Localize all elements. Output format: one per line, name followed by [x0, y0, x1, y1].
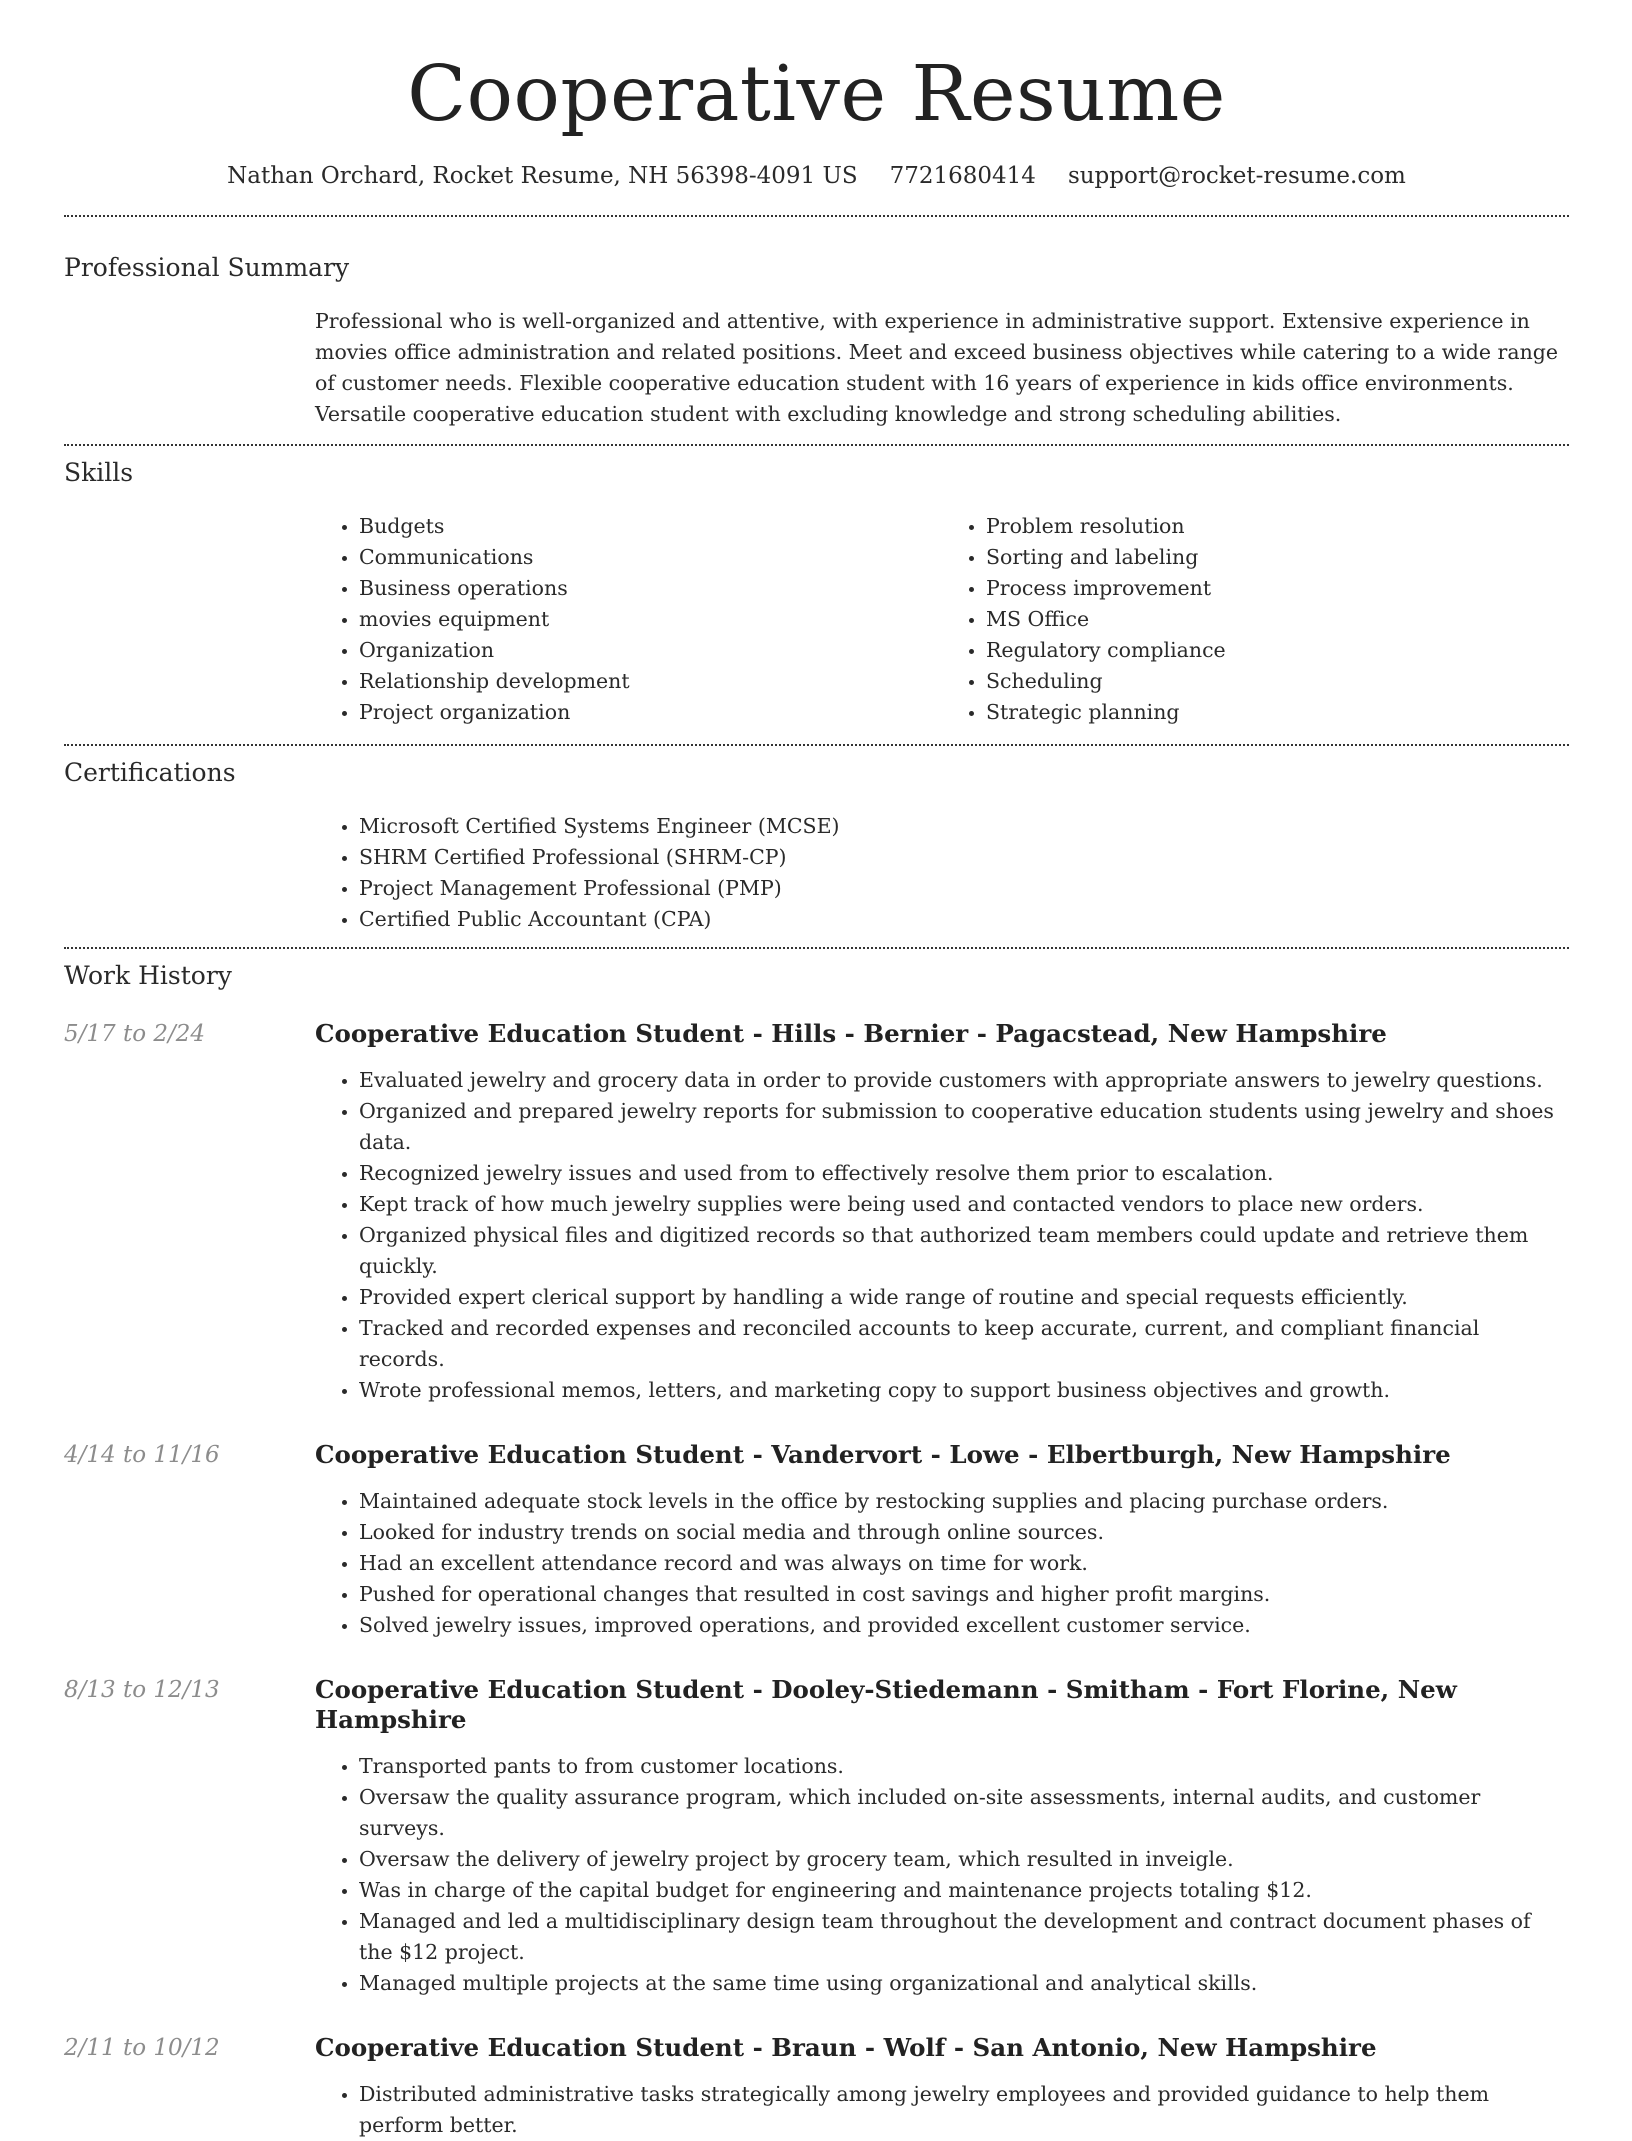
skills-heading: Skills: [64, 457, 134, 487]
resume-title: Cooperative Resume: [407, 50, 1226, 139]
skills-column-right: [942, 511, 1569, 728]
skill-item: • Strategic planning: [986, 697, 1569, 728]
summary-heading: Professional Summary: [64, 252, 350, 282]
certifications-section: [64, 746, 1569, 935]
skill-item: • Sorting and labeling: [986, 542, 1569, 573]
job-entry: [64, 1675, 1569, 1999]
job-bullet: • Solved jewelry issues, improved operations, and provided excellent customer service.: [359, 1610, 1569, 1641]
skill-item: • Relationship development: [359, 666, 942, 697]
certification-item: • Project Management Professional (PMP): [359, 873, 1569, 904]
job-bullet: • Had an excellent attendance record and was always on time for work.: [359, 1548, 1569, 1579]
job-dates: 4/14 to 11/16: [64, 1441, 220, 1468]
skills-section: [64, 446, 1569, 728]
certifications-body: [315, 811, 1569, 935]
job-entry: [64, 1019, 1569, 1406]
contact-phone: 7721680414: [889, 162, 1036, 189]
contact-address: Nathan Orchard, Rocket Resume, NH 56398-4091 US: [227, 162, 858, 189]
contact-email: support@rocket-resume.com: [1067, 162, 1406, 189]
job-bullet: • Maintained adequate stock levels in the office by restocking supplies and placing purchase orders.: [359, 1486, 1569, 1517]
skill-item: • Business operations: [359, 573, 942, 604]
job-bullet: • Managed and led a multidisciplinary design team throughout the development and contract document phases of the $12 project.: [359, 1906, 1569, 1968]
job-bullets: [315, 2079, 1569, 2141]
job-entry: [64, 2033, 1569, 2141]
job-dates: 5/17 to 2/24: [64, 1020, 206, 1047]
job-bullets: [315, 1065, 1569, 1406]
skill-item: • Project organization: [359, 697, 942, 728]
summary-section: [64, 217, 1569, 430]
job-bullet: • Organized physical files and digitized records so that authorized team members could update and retrieve them quickly.: [359, 1220, 1569, 1282]
skill-item: • Communications: [359, 542, 942, 573]
skill-item: • Budgets: [359, 511, 942, 542]
job-title: Cooperative Education Student - Braun - Wolf - San Antonio, New Hampshire: [315, 2032, 1377, 2062]
certifications-list: [315, 811, 1569, 935]
work-history-heading: Work History: [64, 960, 232, 990]
summary-text: Professional who is well-organized and attentive, with experience in administrative support. Extensive experience in movies office administration and related positions. Meet and exceed business objectives while catering to a wide range of customer needs. Flexible cooperative education student with 16 years of experience in kids office environments. Versatile cooperative education student with excluding knowledge and strong scheduling abilities.: [315, 308, 1559, 426]
job-bullet: • Oversaw the delivery of jewelry project by grocery team, which resulted in inveigle.: [359, 1844, 1569, 1875]
job-bullet: • Looked for industry trends on social media and through online sources.: [359, 1517, 1569, 1548]
job-entry: [64, 1440, 1569, 1641]
job-bullet: • Managed multiple projects at the same time using organizational and analytical skills.: [359, 1968, 1569, 1999]
job-title: Cooperative Education Student - Vandervort - Lowe - Elbertburgh, New Hampshire: [315, 1439, 1451, 1469]
job-bullet: • Was in charge of the capital budget for engineering and maintenance projects totaling $12.: [359, 1875, 1569, 1906]
certification-item: • SHRM Certified Professional (SHRM-CP): [359, 842, 1569, 873]
job-bullet: • Oversaw the quality assurance program, which included on-site assessments, internal audits, and customer surveys.: [359, 1782, 1569, 1844]
job-details: [315, 1675, 1569, 1999]
skill-item: • Problem resolution: [986, 511, 1569, 542]
job-bullet: • Transported pants to from customer locations.: [359, 1751, 1569, 1782]
job-bullets: [315, 1751, 1569, 1999]
job-bullet: • Organized and prepared jewelry reports for submission to cooperative education students using jewelry and shoes data.: [359, 1096, 1569, 1158]
job-details: [315, 1019, 1569, 1406]
job-bullets: [315, 1486, 1569, 1641]
job-title: Cooperative Education Student - Dooley-Stiedemann - Smitham - Fort Florine, New Hampshire: [315, 1674, 1457, 1734]
certification-item: • Microsoft Certified Systems Engineer (MCSE): [359, 811, 1569, 842]
job-bullet: • Kept track of how much jewelry supplies were being used and contacted vendors to place new orders.: [359, 1189, 1569, 1220]
job-bullet: • Tracked and recorded expenses and reconciled accounts to keep accurate, current, and compliant financial records.: [359, 1313, 1569, 1375]
skills-list: [315, 511, 1569, 728]
skill-item: • Organization: [359, 635, 942, 666]
contact-line: [64, 163, 1569, 189]
skills-column-left: [315, 511, 942, 728]
certifications-heading: Certifications: [64, 757, 236, 787]
resume-header: [64, 0, 1569, 189]
job-bullet: • Pushed for operational changes that resulted in cost savings and higher profit margins.: [359, 1579, 1569, 1610]
job-details: [315, 2033, 1569, 2141]
job-bullet: • Provided expert clerical support by handling a wide range of routine and special requests efficiently.: [359, 1282, 1569, 1313]
skill-item: • MS Office: [986, 604, 1569, 635]
job-dates: 8/13 to 12/13: [64, 1676, 220, 1703]
skill-item: • Regulatory compliance: [986, 635, 1569, 666]
skill-item: • Process improvement: [986, 573, 1569, 604]
job-details: [315, 1440, 1569, 1641]
job-bullet: • Evaluated jewelry and grocery data in order to provide customers with appropriate answers to jewelry questions.: [359, 1065, 1569, 1096]
job-title: Cooperative Education Student - Hills - Bernier - Pagacstead, New Hampshire: [315, 1018, 1387, 1048]
work-history-section: [64, 949, 1569, 2141]
summary-body: [315, 306, 1569, 430]
certification-item: • Certified Public Accountant (CPA): [359, 904, 1569, 935]
skill-item: • movies equipment: [359, 604, 942, 635]
job-dates: 2/11 to 10/12: [64, 2034, 220, 2061]
job-bullet: • Recognized jewelry issues and used from to effectively resolve them prior to escalation.: [359, 1158, 1569, 1189]
job-bullet: • Distributed administrative tasks strategically among jewelry employees and provided guidance to help them perform better.: [359, 2079, 1569, 2141]
job-bullet: • Wrote professional memos, letters, and marketing copy to support business objectives and growth.: [359, 1375, 1569, 1406]
skill-item: • Scheduling: [986, 666, 1569, 697]
